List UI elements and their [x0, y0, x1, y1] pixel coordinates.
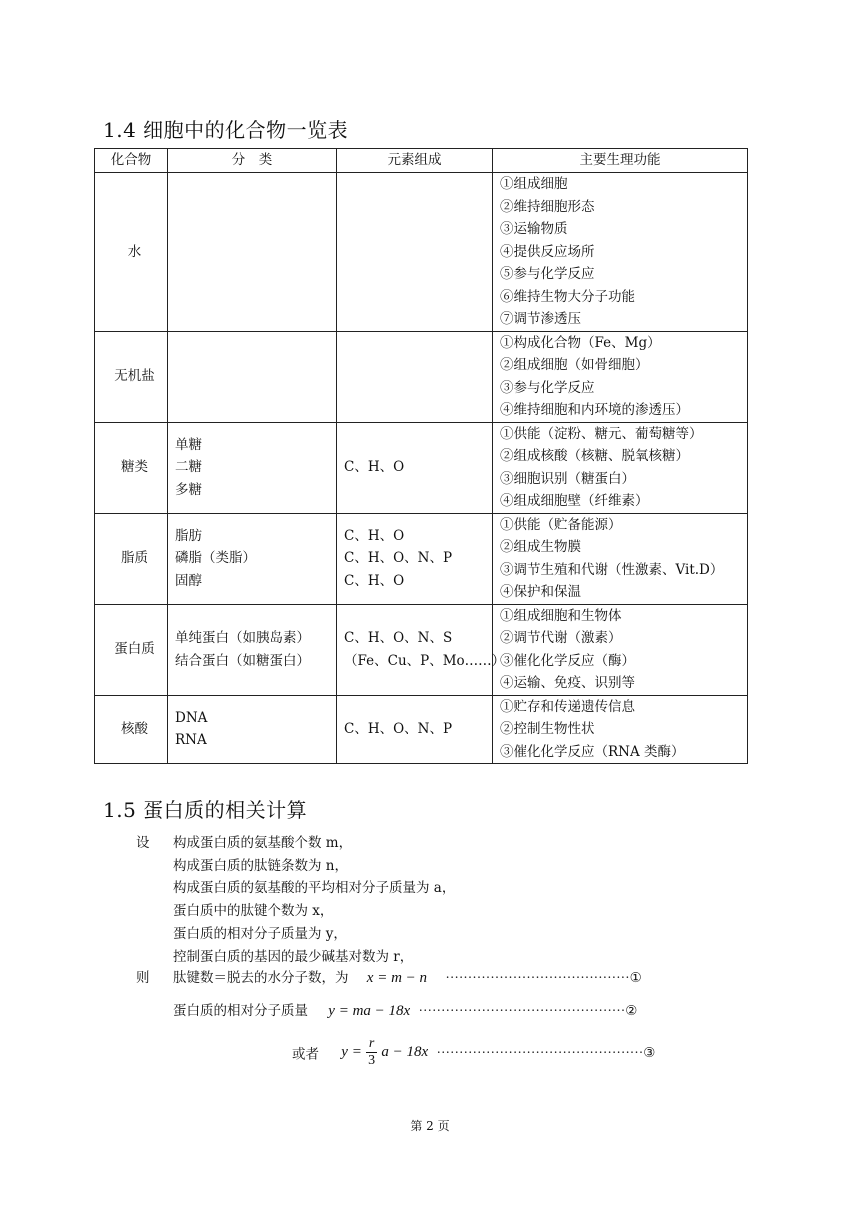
compound-cell: 水 — [95, 173, 168, 332]
equation-1-text: 肽键数＝脱去的水分子数，为 — [173, 970, 349, 986]
function-item: ②组成生物膜 — [500, 539, 581, 555]
let-label: 设 — [136, 835, 150, 851]
definition-line: 蛋白质的相对分子质量为 y， — [173, 925, 347, 942]
function-item: ①贮存和传递遗传信息 — [500, 698, 635, 715]
equation-3-rhs: a − 18x — [381, 1044, 429, 1060]
classification-cell — [168, 695, 337, 764]
definition-line: 构成蛋白质的肽链条数为 n， — [173, 857, 348, 874]
function-item: ②组成细胞（如骨细胞） — [500, 357, 649, 373]
fraction-numerator: r — [366, 1036, 377, 1053]
function-item: ①组成细胞 — [500, 176, 568, 192]
function-item: ④运输、免疫、识别等 — [500, 675, 635, 691]
table-row — [95, 695, 748, 764]
section-title-1-5: 1.5 蛋白质的相关计算 — [103, 798, 308, 822]
function-item: ⑦调节渗透压 — [500, 311, 581, 327]
elements-cell — [337, 513, 493, 604]
elements-cell — [337, 331, 493, 422]
element-composition: C、H、O、N、P — [344, 721, 453, 737]
function-item: ③调节生殖和代谢（性激素、Vit.D） — [500, 561, 724, 578]
equation-2-text: 蛋白质的相对分子质量 — [173, 1003, 308, 1019]
compound-cell: 糖类 — [95, 422, 168, 513]
classification-item: 单纯蛋白（如胰岛素） — [175, 630, 310, 646]
function-item: ②维持细胞形态 — [500, 198, 595, 215]
functions-cell — [493, 173, 748, 332]
equation-2-formula: y = ma − 18x — [328, 1003, 411, 1019]
classification-item: 固醇 — [175, 572, 202, 589]
function-item: ③催化化学反应（酶） — [500, 652, 635, 669]
elements-cell — [337, 422, 493, 513]
function-item: ②控制生物性状 — [500, 721, 595, 737]
header-class: 分 类 — [168, 149, 337, 173]
section-title-1-4: 1.4 细胞中的化合物一览表 — [103, 118, 349, 142]
equation-3-lhs: y = — [341, 1044, 362, 1060]
definition-line: 控制蛋白质的基因的最少碱基对数为 r， — [173, 948, 414, 965]
definition-line: 构成蛋白质的氨基酸个数 m， — [173, 835, 353, 851]
compound-cell: 核酸 — [95, 695, 168, 764]
classification-item: RNA — [175, 732, 207, 749]
function-item: ④提供反应场所 — [500, 243, 595, 260]
function-item: ②调节代谢（激素） — [500, 630, 622, 646]
compounds-table — [94, 148, 748, 764]
compound-cell: 脂质 — [95, 513, 168, 604]
equation-2 — [173, 999, 637, 1020]
function-item: ⑥维持生物大分子功能 — [500, 288, 635, 305]
classification-item: DNA — [175, 709, 208, 726]
function-item: ③细胞识别（糖蛋白） — [500, 470, 635, 487]
function-item: ①组成细胞和生物体 — [500, 607, 622, 624]
equation-1 — [173, 966, 642, 987]
function-item: ①构成化合物（Fe、Mg） — [500, 334, 661, 351]
equation-1-formula: x = m − n — [366, 970, 428, 986]
table-row — [95, 422, 748, 513]
function-item: ④组成细胞壁（纤维素） — [500, 493, 649, 509]
then-label: 则 — [136, 970, 150, 986]
functions-cell — [493, 513, 748, 604]
classification-item: 脂肪 — [175, 527, 202, 544]
classification-item: 单糖 — [175, 436, 202, 453]
classification-cell — [168, 422, 337, 513]
functions-cell — [493, 422, 748, 513]
header-elements: 元素组成 — [337, 149, 493, 173]
definition-line: 构成蛋白质的氨基酸的平均相对分子质量为 a， — [173, 880, 456, 897]
classification-item: 磷脂（类脂） — [175, 550, 256, 567]
function-item: ①供能（淀粉、糖元、葡萄糖等） — [500, 425, 703, 442]
table-row — [95, 173, 748, 332]
equation-3-text: 或者 — [292, 1046, 319, 1063]
equation-3 — [292, 1036, 655, 1069]
element-composition: C、H、O — [344, 527, 405, 544]
equation-1-leader: ·········································① — [445, 970, 642, 985]
function-item: ①供能（贮备能源） — [500, 516, 622, 533]
function-item: ⑤参与化学反应 — [500, 266, 595, 282]
table-row — [95, 513, 748, 604]
functions-cell — [493, 604, 748, 695]
function-item: ②组成核酸（核糖、脱氧核糖） — [500, 448, 689, 464]
element-composition: C、H、O、N、S — [344, 630, 453, 646]
functions-cell — [493, 695, 748, 764]
table-header-row — [95, 149, 748, 173]
classification-item: 多糖 — [175, 481, 202, 498]
classification-item: 结合蛋白（如糖蛋白） — [175, 652, 310, 669]
page-number: 第 2 页 — [410, 1119, 450, 1133]
function-item: ③运输物质 — [500, 221, 568, 237]
element-composition: C、H、O — [344, 572, 405, 589]
equation-3-leader: ··············································③ — [436, 1044, 656, 1060]
classification-cell — [168, 604, 337, 695]
equation-2-leader: ··············································② — [418, 1003, 638, 1018]
classification-cell — [168, 331, 337, 422]
function-item: ③催化化学反应（RNA 类酶） — [500, 743, 685, 760]
table-row — [95, 331, 748, 422]
header-compound: 化合物 — [95, 149, 168, 173]
table-row — [95, 604, 748, 695]
element-composition: C、H、O、N、P — [344, 550, 453, 567]
elements-cell — [337, 173, 493, 332]
fraction-denominator: 3 — [368, 1053, 376, 1068]
elements-cell — [337, 604, 506, 695]
function-item: ④维持细胞和内环境的渗透压） — [500, 402, 689, 418]
function-item: ④保护和保温 — [500, 584, 581, 600]
elements-cell — [337, 695, 493, 764]
compound-cell: 无机盐 — [95, 331, 168, 422]
classification-cell — [168, 173, 337, 332]
compound-cell: 蛋白质 — [95, 604, 168, 695]
definition-line: 蛋白质中的肽键个数为 x， — [173, 903, 334, 920]
classification-item: 二糖 — [175, 459, 202, 476]
functions-cell — [493, 331, 748, 422]
element-composition: C、H、O — [344, 459, 405, 476]
header-functions: 主要生理功能 — [493, 149, 748, 173]
equation-3-fraction — [366, 1036, 377, 1069]
function-item: ③参与化学反应 — [500, 379, 595, 396]
classification-cell — [168, 513, 337, 604]
element-composition: （Fe、Cu、P、Mo……） — [344, 652, 506, 669]
